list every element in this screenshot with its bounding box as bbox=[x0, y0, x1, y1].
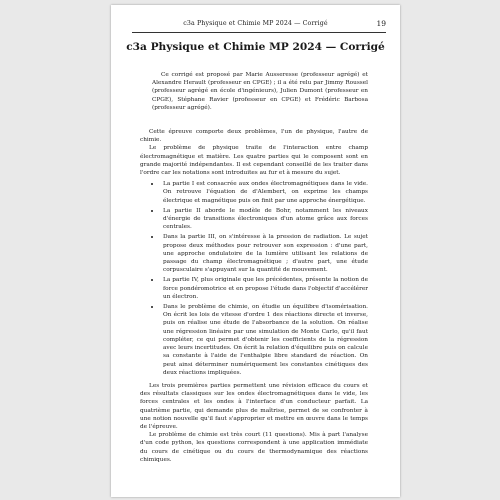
list-item: • La partie II aborde le modèle de Bohr, notamment les niveaux d'énergie de transitions électroniques d'un atome grâce aux forces centrales. bbox=[161, 207, 368, 232]
paragraph-physics-summary: Les trois premières parties permettent une révision efficace du cours et des résultats classiques sur les ondes électromagnétiques dans le vide, les forces centrales et les ondes à l'interface d'un conducteur parfait. La quatrième partie, qui demande plus de maîtrise, permet de se confronter à une notion nouvelle qu'il faut s'approprier et mettre en œuvre dans le temps de l'épreuve. bbox=[140, 382, 368, 430]
header-rule bbox=[132, 32, 386, 33]
list-item: • La partie IV, plus originale que les précédentes, présente la notion de force pondéromotrice et en propose l'étude dans l'objectif d'accélérer un électron. bbox=[161, 276, 368, 301]
list-item: • Dans le problème de chimie, on étudie un équilibre d'isomérisation. On écrit les lois de vitesse d'ordre 1 des réactions directe et inverse, puis on réalise une étude de l'absorbance de la solution. On réalise une régression linéaire par une simulation de Monte Carlo, qu'il faut compléter, ce qui permet d'obtenir les coefficients de la régression avec leurs incertitudes. On écrit la relation d'équilibre puis on calcule sa constante à l'aide de l'enthalpie libre standard de réaction. On peut ainsi déterminer numériquement les constantes cinétiques des deux réactions impliquées. bbox=[161, 303, 368, 377]
list-item: • Dans la partie III, on s'intéresse à la pression de radiation. Le sujet propose deux méthodes pour retrouver son expression : d'une part, une approche ondulatoire de la lumière utilisant les relations de passage du champ électromagnétique ; d'autre part, une étude corpusculaire s'appuyant sur la quantité de mouvement. bbox=[161, 233, 368, 274]
authors-paragraph bbox=[152, 71, 368, 112]
document-body bbox=[140, 71, 368, 464]
paragraph-overview: Cette épreuve comporte deux problèmes, l'un de physique, l'autre de chimie. bbox=[140, 129, 368, 144]
list-item: • La partie I est consacrée aux ondes électromagnétiques dans le vide. On retrouve l'équation de d'Alembert, on exprime les champs électrique et magnétique puis on finit par une approche énergétique. bbox=[161, 180, 368, 205]
paragraph-chemistry-summary: Le problème de chimie est très court (11 questions). Mis à part l'analyse d'un code python, les questions correspondent à une application immédiate du cours de cinétique ou du cours de thermodynamique des réactions chimiques. bbox=[140, 432, 368, 463]
paragraph-physics-intro: Le problème de physique traite de l'interaction entre champ électromagnétique et matière. Les quatre parties qui le composent sont en grande majorité indépendantes. Il est cependant conseillé de les traiter dans l'ordre car les notations sont introduites au fur et à mesure du sujet. bbox=[140, 145, 368, 177]
document-page bbox=[111, 5, 400, 497]
authors-text: Ce corrigé est proposé par Marie Ausseresse (professeur agrégé) et Alexandre Herault (professeur en CPGE) ; il a été relu par Jimmy Roussel (professeur agrégé en école d'ingénieurs), Julien Dumont (professeur en CPGE), Stéphane Ravier (professeur en CPGE) et Frédéric Barbosa (professeur agrégé). bbox=[152, 72, 368, 111]
document-title: c3a Physique et Chimie MP 2024 — Corrigé bbox=[126, 41, 385, 53]
page-number: 19 bbox=[376, 19, 386, 28]
parts-list bbox=[140, 180, 368, 377]
running-header: c3a Physique et Chimie MP 2024 — Corrigé bbox=[183, 20, 328, 27]
